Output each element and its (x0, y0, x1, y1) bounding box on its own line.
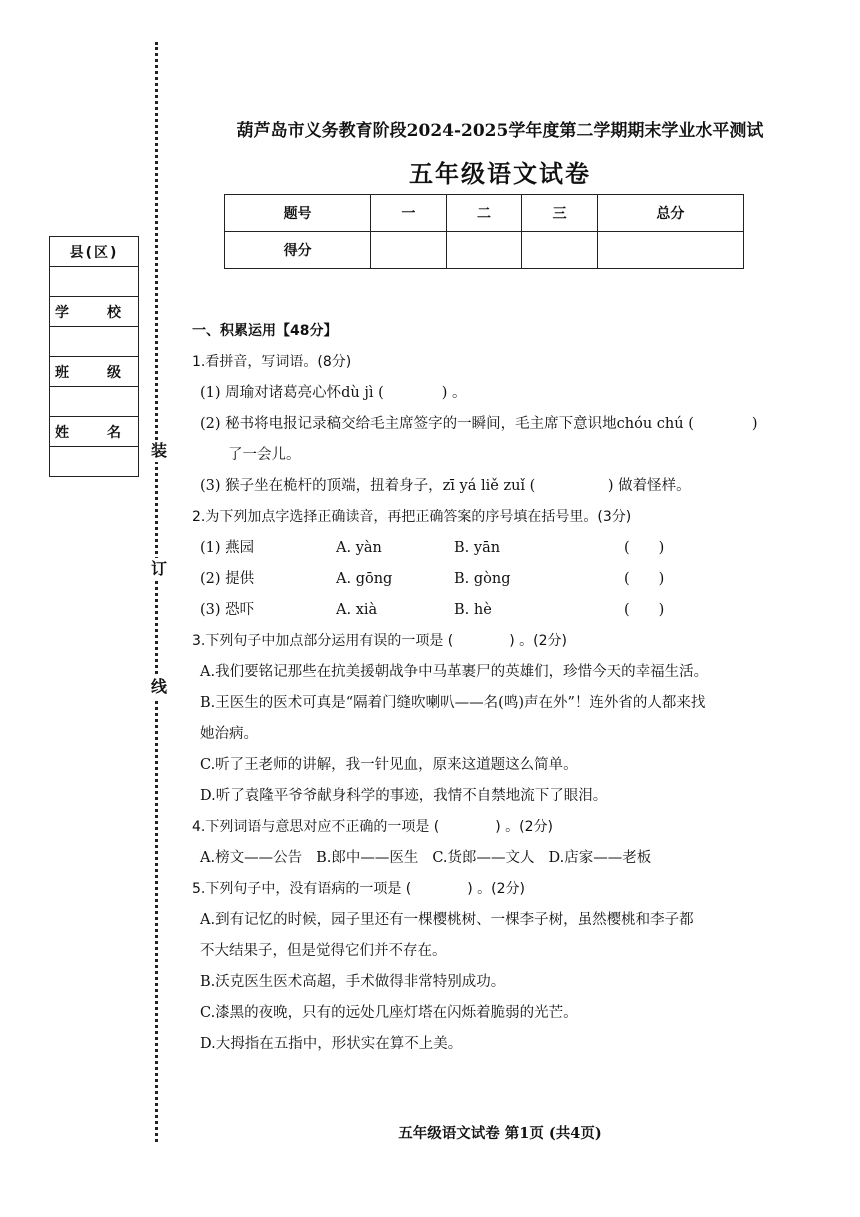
q2-word: (1) 燕园 (200, 540, 255, 556)
score-cell[interactable] (446, 232, 522, 269)
q4-option: C.货郎——文人 (432, 850, 535, 866)
q2-answer-paren[interactable]: ( ) (624, 571, 665, 587)
q2-word: (3) 恐吓 (200, 602, 255, 618)
question-3-option-b-continued: 她治病。 (200, 726, 258, 742)
name-field[interactable] (50, 447, 139, 477)
question-2-row (192, 595, 812, 626)
q2-option-a: A. xià (336, 602, 378, 618)
q2-option-a: A. yàn (336, 540, 382, 556)
q2-option-a: A. gōng (336, 571, 393, 587)
question-1-item: (1) 周瑜对诸葛亮心怀dù jì ( ) 。 (200, 385, 467, 401)
question-1-item: (2) 秘书将电报记录稿交给毛主席签字的一瞬间，毛主席下意识地chóu chú ( ) (200, 416, 758, 432)
county-field[interactable] (50, 267, 139, 297)
question-5-option-a: A.到有记忆的时候，园子里还有一棵樱桃树、一棵李子树，虽然樱桃和李子都 (200, 912, 694, 928)
question-1-item-continued: 了一会儿。 (228, 447, 301, 463)
paper-title: 五年级语文试卷 (409, 159, 591, 188)
score-cell[interactable] (371, 232, 447, 269)
question-2-stem: 2.为下列加点字选择正确读音，再把正确答案的序号填在括号里。(3分) (192, 509, 632, 525)
question-5-option-d: D.大拇指在五指中，形状实在算不上美。 (200, 1036, 463, 1052)
school-label: 学 校 (50, 297, 139, 327)
score-header-cell: 总分 (597, 195, 743, 232)
q2-option-b: B. gòng (454, 571, 511, 587)
score-row-label: 得分 (225, 232, 371, 269)
score-header-cell: 二 (446, 195, 522, 232)
binding-char-ding: 订 (148, 558, 170, 580)
score-table-header-row (225, 195, 744, 232)
question-5-option-c: C.漆黑的夜晚，只有的远处几座灯塔在闪烁着脆弱的光芒。 (200, 1005, 578, 1021)
page-footer: 五年级语文试卷 第1页 (共4页) (398, 1125, 602, 1142)
question-1-stem: 1.看拼音，写词语。(8分) (192, 354, 352, 370)
binding-char-xian: 线 (148, 676, 170, 698)
q2-answer-paren[interactable]: ( ) (624, 602, 665, 618)
q2-word: (2) 提供 (200, 571, 255, 587)
q4-option: B.郎中——医生 (316, 850, 419, 866)
exam-content (192, 316, 812, 1060)
question-4-stem: 4.下列词语与意思对应不正确的一项是 ( ) 。(2分) (192, 819, 554, 835)
score-header-cell: 题号 (225, 195, 371, 232)
binding-dotted-line (155, 42, 158, 1142)
question-5-stem: 5.下列句子中，没有语病的一项是 ( ) 。(2分) (192, 881, 526, 897)
question-3-option-a: A.我们要铭记那些在抗美援朝战争中马革裹尸的英雄们，珍惜今天的幸福生活。 (200, 664, 709, 680)
score-header-cell: 三 (522, 195, 598, 232)
question-1-item: (3) 猴子坐在桅杆的顶端，扭着身子，zī yá liě zuǐ ( ) 做着怪样。 (200, 478, 691, 494)
score-header-cell: 一 (371, 195, 447, 232)
school-field[interactable] (50, 327, 139, 357)
question-3-option-d: D.听了袁隆平爷爷献身科学的事迹，我情不自禁地流下了眼泪。 (200, 788, 608, 804)
q4-option: A.榜文——公告 (200, 850, 303, 866)
exam-header-title: 葫芦岛市义务教育阶段2024-2025学年度第二学期期末学业水平测试 (236, 121, 764, 141)
question-3-option-c: C.听了王老师的讲解，我一针见血，原来这道题这么简单。 (200, 757, 578, 773)
q2-option-b: B. yān (454, 540, 501, 556)
question-5-option-a-continued: 不大结果子，但是觉得它们并不存在。 (200, 943, 447, 959)
question-2-row (192, 564, 812, 595)
student-info-table (49, 236, 139, 477)
question-3-option-b: B.王医生的医术可真是“隔着门缝吹喇叭——名(鸣)声在外”！连外省的人都来找 (200, 695, 706, 711)
score-cell[interactable] (597, 232, 743, 269)
q4-option: D.店家——老板 (548, 850, 652, 866)
question-5-option-b: B.沃克医生医术高超，手术做得非常特别成功。 (200, 974, 506, 990)
name-label: 姓 名 (50, 417, 139, 447)
score-table-score-row (225, 232, 744, 269)
q2-answer-paren[interactable]: ( ) (624, 540, 665, 556)
score-table (224, 194, 744, 269)
class-label: 班 级 (50, 357, 139, 387)
class-field[interactable] (50, 387, 139, 417)
county-label: 县(区) (50, 237, 139, 267)
binding-char-zhuang: 装 (148, 440, 170, 462)
question-4-options (192, 843, 812, 874)
question-3-stem: 3.下列句子中加点部分运用有误的一项是 ( ) 。(2分) (192, 633, 568, 649)
q2-option-b: B. hè (454, 602, 492, 618)
score-cell[interactable] (522, 232, 598, 269)
question-2-row (192, 533, 812, 564)
section-title: 一、积累运用【48分】 (192, 323, 338, 339)
